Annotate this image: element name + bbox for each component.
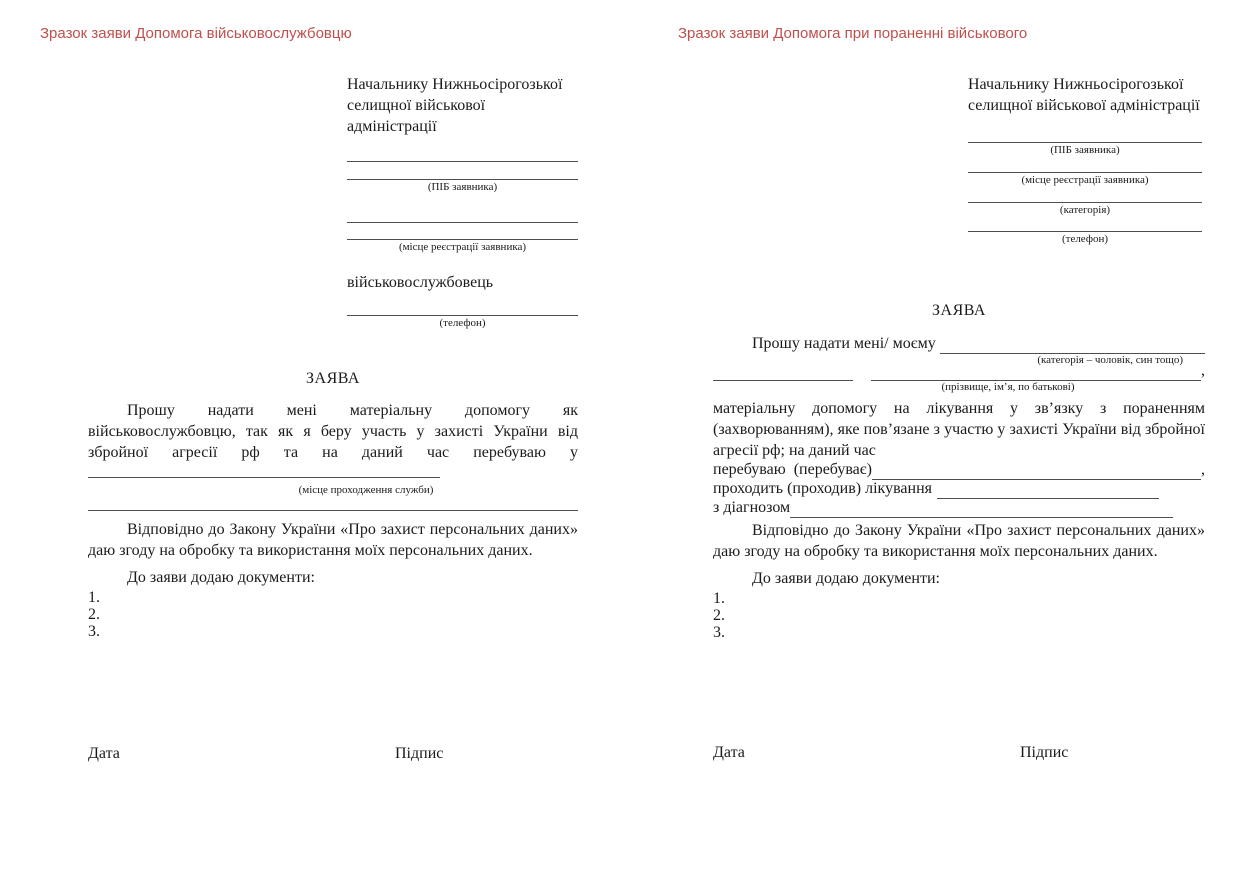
- diagnosis-row: [713, 499, 1205, 518]
- request-intro-text: Прошу надати мені/ моєму: [752, 335, 940, 352]
- field-caption: (телефон): [1061, 233, 1109, 245]
- punctuation: ,: [1201, 461, 1205, 478]
- request-paragraph: [88, 400, 578, 484]
- attachment-item: 2.: [88, 606, 100, 623]
- signature-row: [88, 743, 578, 764]
- blank-line: [968, 157, 1202, 173]
- attachments-list: [713, 590, 1205, 641]
- body-paragraph: матеріальну допомогу на лікування у зв’язку з пораненням (захворюванням), яке пов’язане з участю у захисті України від збройної агресії рф; на даний час: [713, 400, 1205, 459]
- consent-paragraph: Відповідно до Закону України «Про захист персональних даних» даю згоду на обробку та використання моїх персональних даних.: [713, 522, 1205, 560]
- attachments-label: До заяви додаю документи:: [127, 569, 315, 586]
- field-phone: [968, 217, 1202, 246]
- blank-line: [88, 499, 578, 511]
- sample-label-left: Зразок заяви Допомога військовослужбовцю: [40, 25, 352, 42]
- stay-label: перебуваю (перебуває): [713, 461, 872, 478]
- field-caption: (місце реєстрації заявника): [1021, 174, 1149, 186]
- field-registration-place: [347, 204, 578, 254]
- name-blank-row: [713, 362, 1205, 381]
- sample-label-right: Зразок заяви Допомога при пораненні військового: [678, 25, 1028, 42]
- consent-paragraph: Відповідно до Закону України «Про захист персональних даних» даю згоду на обробку та використання моїх персональних даних.: [88, 521, 578, 559]
- right-form-content: [713, 0, 1205, 763]
- treatment-label: проходить (проходив) лікування: [713, 480, 932, 497]
- attachments-label: До заяви додаю документи:: [752, 570, 940, 587]
- field-applicant-name: [968, 124, 1202, 157]
- date-label: Дата: [713, 744, 745, 761]
- field-caption: (місце реєстрації заявника): [398, 241, 527, 253]
- blank-line: [347, 204, 578, 223]
- attachment-item: 2.: [713, 607, 725, 624]
- document-title: ЗАЯВА: [932, 302, 986, 319]
- blank-line: [940, 338, 1205, 354]
- field-phone: [347, 298, 578, 330]
- blank-line: [968, 124, 1202, 143]
- field-caption: (категорія): [1059, 204, 1111, 216]
- attachment-item: 1.: [88, 589, 100, 606]
- field-registration-place: [968, 157, 1202, 187]
- field-caption: (ПІБ заявника): [427, 181, 498, 193]
- blank-line: [790, 502, 1173, 518]
- addressee-line: Начальнику Нижньосірогозької: [347, 76, 563, 93]
- signature-label: Підпис: [1020, 744, 1069, 761]
- field-caption: (ПІБ заявника): [1050, 144, 1120, 156]
- request-intro-row: [713, 333, 1205, 354]
- punctuation: ,: [1201, 362, 1205, 379]
- addressee-block: [968, 74, 1202, 246]
- addressee-line: селищної військової адміністрації: [968, 97, 1200, 114]
- blank-line: [347, 162, 578, 180]
- blank-line: [968, 187, 1202, 203]
- blank-line: [347, 298, 578, 316]
- addressee-block: [347, 74, 578, 330]
- attachment-item: 3.: [88, 623, 100, 640]
- field-caption: (місце проходження служби): [298, 484, 434, 496]
- field-caption: (категорія – чоловік, син тощо): [1037, 354, 1183, 366]
- field-caption: (телефон): [439, 317, 486, 329]
- signature-label: Підпис: [395, 745, 444, 762]
- attachment-item: 1.: [713, 590, 725, 607]
- document-title: ЗАЯВА: [306, 370, 360, 387]
- blank-line: [968, 217, 1202, 232]
- applicant-role: військовослужбовець: [347, 274, 494, 291]
- signature-row: [713, 742, 1205, 763]
- field-applicant-name: [347, 143, 578, 194]
- blank-line: [713, 367, 853, 381]
- left-form-content: [88, 0, 578, 764]
- field-category: [968, 187, 1202, 217]
- page-right-form: [625, 0, 1250, 884]
- diagnosis-label: з діагнозом: [713, 499, 791, 516]
- attachment-item: 3.: [713, 624, 725, 641]
- blank-line: [347, 223, 578, 240]
- blank-line: [937, 483, 1159, 499]
- blank-line: [871, 365, 1201, 381]
- request-text: Прошу надати мені матеріальну допомогу як військовослужбовцю, так як я беру участь у захисті України від збройної агресії рф та на даний час перебуваю у: [88, 402, 578, 461]
- addressee-line: Начальнику Нижньосірогозької: [968, 76, 1184, 93]
- field-caption: (прізвище, ім’я, по батькові): [941, 381, 1075, 393]
- blank-line: [88, 465, 440, 478]
- blank-line: [347, 143, 578, 162]
- date-label: Дата: [88, 745, 120, 762]
- attachments-list: [88, 589, 578, 640]
- addressee-line: селищної військової адміністрації: [347, 97, 486, 135]
